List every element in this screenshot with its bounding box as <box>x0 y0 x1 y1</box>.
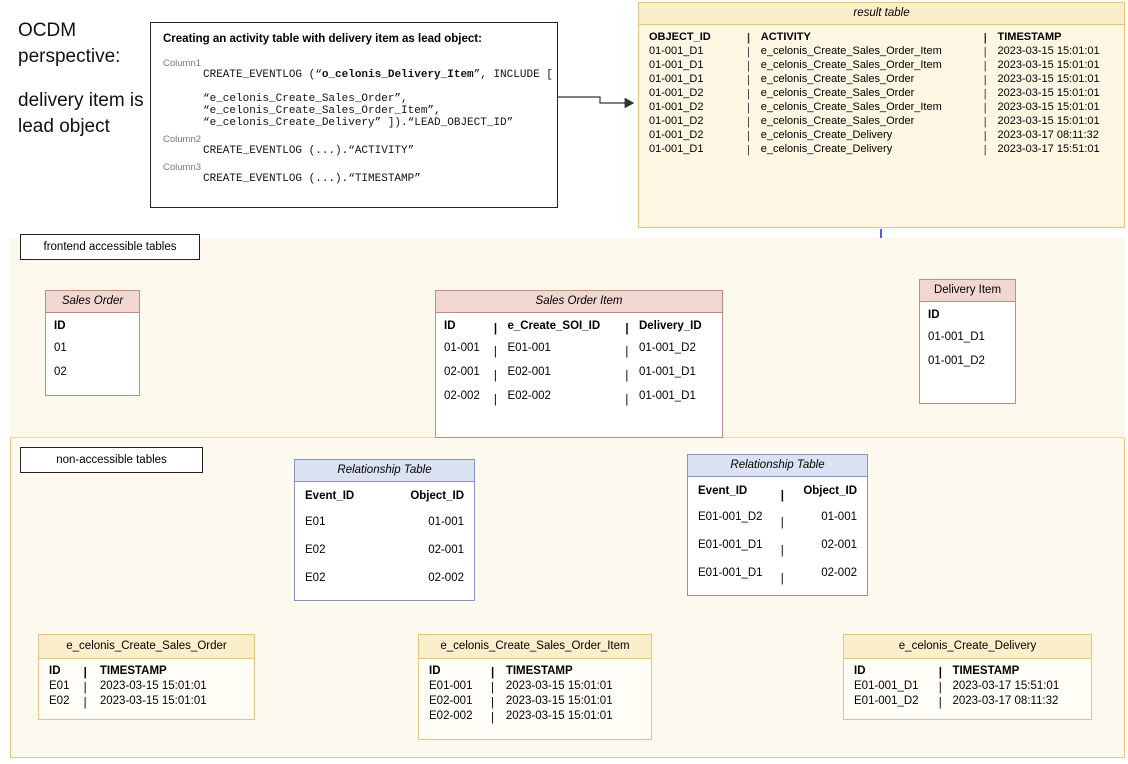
cell-activity: e_celonis_Create_Sales_Order <box>760 115 915 127</box>
table-relationship-b <box>687 454 868 596</box>
code-box-header: Creating an activity table with delivery item as lead object: <box>163 33 482 45</box>
separator: | <box>983 46 987 58</box>
code-column-tag: Column2 <box>163 134 202 145</box>
table-delivery-item <box>919 279 1016 404</box>
table-row <box>305 542 464 570</box>
cell-activity: e_celonis_Create_Sales_Order_Item <box>760 101 942 113</box>
cell-object-id: 01-001_D2 <box>649 129 704 141</box>
table-row <box>698 509 857 537</box>
table-header-row <box>649 31 1114 45</box>
cell-id: 01-001_D2 <box>928 355 985 367</box>
table-row <box>49 680 244 695</box>
separator: | <box>493 323 498 335</box>
separator: | <box>491 696 495 709</box>
cell-object-id: 01-001 <box>428 516 464 528</box>
cell-event-id: E01-001 <box>507 342 551 354</box>
separator: | <box>625 346 629 358</box>
cell-id: E01-001_D1 <box>854 680 919 692</box>
table-header-row <box>698 483 857 509</box>
column-header-timestamp: TIMESTAMP <box>997 31 1062 43</box>
cell-id: E01-001_D2 <box>854 695 919 707</box>
cell-object-id: 02-002 <box>428 572 464 584</box>
cell-timestamp: 2023-03-15 15:01:01 <box>997 115 1100 127</box>
cell-id: E02-002 <box>429 710 473 722</box>
separator: | <box>747 60 750 72</box>
page-title <box>18 18 148 140</box>
code-row-column2 <box>163 131 545 157</box>
cell-delivery-id: 01-001_D1 <box>638 366 696 378</box>
table-row <box>49 695 244 710</box>
table-row <box>649 59 1114 73</box>
table-header-row <box>429 665 641 680</box>
code-column-tag: Column3 <box>163 162 202 173</box>
table-header-row <box>928 307 1007 329</box>
cell-timestamp: 2023-03-15 15:01:01 <box>99 680 207 692</box>
title-line-2: delivery item is lead object <box>18 90 144 137</box>
cell-event-id: E02 <box>305 544 326 556</box>
cell-id: 01-001 <box>444 342 480 354</box>
separator: | <box>625 323 629 335</box>
separator: | <box>493 370 497 382</box>
cell-object-id: 02-001 <box>821 539 857 551</box>
table-header-row <box>854 665 1081 680</box>
table-row <box>649 73 1114 87</box>
table-row <box>429 695 641 710</box>
cell-activity: e_celonis_Create_Delivery <box>760 129 893 141</box>
cell-timestamp: 2023-03-17 08:11:32 <box>952 695 1059 707</box>
separator: | <box>747 32 751 44</box>
cell-id: 01 <box>54 342 67 354</box>
separator: | <box>493 346 497 358</box>
separator: | <box>747 144 750 156</box>
table-row <box>429 680 641 695</box>
table-row <box>429 710 641 725</box>
cell-timestamp: 2023-03-15 15:01:01 <box>997 59 1100 71</box>
cell-id: E01-001 <box>429 680 473 692</box>
table-row <box>928 329 1007 353</box>
column-header-timestamp: TIMESTAMP <box>99 665 167 677</box>
cell-timestamp: 2023-03-17 15:51:01 <box>997 143 1100 155</box>
separator: | <box>780 517 784 529</box>
table-row <box>54 340 131 364</box>
lead-object-token: o_celonis_Delivery_Item <box>321 69 474 81</box>
cell-id: 02 <box>54 366 67 378</box>
cell-id: E01 <box>49 680 70 692</box>
cell-object-id: 01-001_D1 <box>649 45 704 57</box>
cell-event-id: E02-001 <box>507 366 551 378</box>
column-header-timestamp: TIMESTAMP <box>505 665 573 677</box>
cell-activity: e_celonis_Create_Sales_Order_Item <box>760 45 942 57</box>
cell-object-id: 02-002 <box>821 567 857 579</box>
result-table-caption: result table <box>639 3 1124 25</box>
cell-object-id: 01-001_D2 <box>649 101 704 113</box>
separator: | <box>938 681 942 694</box>
cell-event-id: E01 <box>305 516 326 528</box>
label-non-accessible-tables: non-accessible tables <box>20 447 203 473</box>
cell-id: 01-001_D1 <box>928 331 985 343</box>
result-table <box>638 2 1125 228</box>
cell-timestamp: 2023-03-17 08:11:32 <box>997 129 1099 141</box>
table-row <box>444 340 714 364</box>
table-row <box>854 695 1081 710</box>
table-caption: e_celonis_Create_Delivery <box>844 635 1091 659</box>
code-line: “e_celonis_Create_Sales_Order”, <box>203 93 408 105</box>
separator: | <box>780 573 784 585</box>
cell-event-id: E01-001_D1 <box>698 539 763 551</box>
table-caption: Sales Order Item <box>436 291 722 313</box>
table-event-create-sales-order-item <box>418 634 652 740</box>
table-header-row <box>305 488 464 514</box>
table-caption: e_celonis_Create_Sales_Order_Item <box>419 635 651 659</box>
title-line-1: OCDM perspective: <box>18 20 121 67</box>
separator: | <box>747 74 750 86</box>
cell-timestamp: 2023-03-17 15:51:01 <box>952 680 1060 692</box>
table-row <box>444 364 714 388</box>
code-line: “e_celonis_Create_Sales_Order_Item”, <box>203 105 441 117</box>
table-row <box>854 680 1081 695</box>
cell-object-id: 01-001_D2 <box>649 87 704 99</box>
cell-timestamp: 2023-03-15 15:01:01 <box>505 680 613 692</box>
separator: | <box>747 130 750 142</box>
column-header-event-id: Event_ID <box>698 485 748 497</box>
cell-activity: e_celonis_Create_Sales_Order <box>760 73 915 85</box>
cell-timestamp: 2023-03-15 15:01:01 <box>99 695 207 707</box>
separator: | <box>625 394 629 406</box>
separator: | <box>491 681 495 694</box>
column-header-timestamp: TIMESTAMP <box>952 665 1020 677</box>
table-row <box>649 129 1114 143</box>
cell-timestamp: 2023-03-15 15:01:01 <box>997 87 1100 99</box>
code-box <box>150 22 558 208</box>
column-header-activity: ACTIVITY <box>760 31 811 43</box>
table-row <box>444 388 714 412</box>
separator: | <box>983 130 987 142</box>
cell-event-id: E01-001_D1 <box>698 567 763 579</box>
separator: | <box>983 144 987 156</box>
table-row <box>649 115 1114 129</box>
cell-timestamp: 2023-03-15 15:01:01 <box>997 101 1100 113</box>
cell-object-id: 01-001_D1 <box>649 143 704 155</box>
code-line: CREATE_EVENTLOG (“o_celonis_Delivery_Item”, INCLUDE [ <box>203 69 553 81</box>
column-header-object-id: Object_ID <box>410 490 464 502</box>
column-header-id: ID <box>854 665 866 677</box>
table-sales-order-item <box>435 290 723 438</box>
cell-object-id: 01-001_D2 <box>649 115 704 127</box>
column-header-id: ID <box>54 320 66 332</box>
code-line: “e_celonis_Create_Delivery” ]).“LEAD_OBJECT_ID” <box>203 117 514 129</box>
table-caption: e_celonis_Create_Sales_Order <box>39 635 254 659</box>
code-row-column1 <box>163 55 553 129</box>
table-row <box>649 143 1114 157</box>
table-header-row <box>54 318 131 340</box>
separator: | <box>780 490 784 502</box>
table-row <box>928 353 1007 377</box>
cell-id: E02-001 <box>429 695 473 707</box>
separator: | <box>491 666 495 679</box>
cell-event-id: E02-002 <box>507 390 551 402</box>
column-header-delivery-id: Delivery_ID <box>638 320 702 332</box>
code-row-column3 <box>163 159 545 185</box>
cell-activity: e_celonis_Create_Sales_Order <box>760 87 915 99</box>
code-line: CREATE_EVENTLOG (...).“TIMESTAMP” <box>203 173 421 185</box>
separator: | <box>983 74 987 86</box>
table-event-create-sales-order <box>38 634 255 720</box>
cell-object-id: 02-001 <box>428 544 464 556</box>
separator: | <box>747 116 750 128</box>
column-header-object-id: OBJECT_ID <box>649 31 711 43</box>
separator: | <box>938 696 942 709</box>
table-header-row <box>49 665 244 680</box>
separator: | <box>983 102 987 114</box>
code-column-tag: Column1 <box>163 58 202 69</box>
column-header-id: ID <box>444 320 456 332</box>
cell-id: E02 <box>49 695 70 707</box>
column-header-id: ID <box>928 309 940 321</box>
table-row <box>698 565 857 593</box>
table-row <box>698 537 857 565</box>
table-row <box>649 87 1114 101</box>
result-table-grid <box>649 31 1114 157</box>
table-caption: Delivery Item <box>920 280 1015 302</box>
table-row <box>649 45 1114 59</box>
table-caption: Relationship Table <box>295 460 474 482</box>
column-header-e-create-soi-id: e_Create_SOI_ID <box>507 320 601 332</box>
code-line <box>163 81 545 93</box>
column-header-object-id: Object_ID <box>803 485 857 497</box>
cell-activity: e_celonis_Create_Sales_Order_Item <box>760 59 942 71</box>
table-caption: Relationship Table <box>688 455 867 477</box>
separator: | <box>938 666 942 679</box>
cell-timestamp: 2023-03-15 15:01:01 <box>997 45 1100 57</box>
cell-timestamp: 2023-03-15 15:01:01 <box>505 710 613 722</box>
separator: | <box>983 32 987 44</box>
cell-object-id: 01-001_D1 <box>649 73 704 85</box>
separator: | <box>625 370 629 382</box>
separator: | <box>83 666 87 679</box>
cell-id: 02-002 <box>444 390 480 402</box>
table-row <box>305 570 464 598</box>
label-frontend-accessible-tables: frontend accessible tables <box>20 234 200 260</box>
column-header-id: ID <box>429 665 441 677</box>
cell-object-id: 01-001 <box>821 511 857 523</box>
table-event-create-delivery <box>843 634 1092 720</box>
separator: | <box>83 681 87 694</box>
table-caption: Sales Order <box>46 291 139 313</box>
table-row <box>54 364 131 388</box>
cell-timestamp: 2023-03-15 15:01:01 <box>505 695 613 707</box>
cell-delivery-id: 01-001_D2 <box>638 342 696 354</box>
cell-id: 02-001 <box>444 366 480 378</box>
table-row <box>305 514 464 542</box>
separator: | <box>780 545 784 557</box>
table-row <box>649 101 1114 115</box>
column-header-id: ID <box>49 665 61 677</box>
cell-timestamp: 2023-03-15 15:01:01 <box>997 73 1100 85</box>
separator: | <box>983 88 987 100</box>
table-sales-order <box>45 290 140 396</box>
separator: | <box>983 60 987 72</box>
separator: | <box>747 102 750 114</box>
cell-event-id: E01-001_D2 <box>698 511 763 523</box>
column-header-event-id: Event_ID <box>305 490 355 502</box>
separator: | <box>493 394 497 406</box>
table-relationship-a <box>294 459 475 601</box>
code-line: CREATE_EVENTLOG (...).“ACTIVITY” <box>203 145 415 157</box>
cell-activity: e_celonis_Create_Delivery <box>760 143 893 155</box>
separator: | <box>83 696 87 709</box>
separator: | <box>747 46 750 58</box>
separator: | <box>491 711 495 724</box>
cell-delivery-id: 01-001_D1 <box>638 390 696 402</box>
separator: | <box>747 88 750 100</box>
cell-event-id: E02 <box>305 572 326 584</box>
table-header-row <box>444 318 714 340</box>
cell-object-id: 01-001_D1 <box>649 59 704 71</box>
separator: | <box>983 116 987 128</box>
